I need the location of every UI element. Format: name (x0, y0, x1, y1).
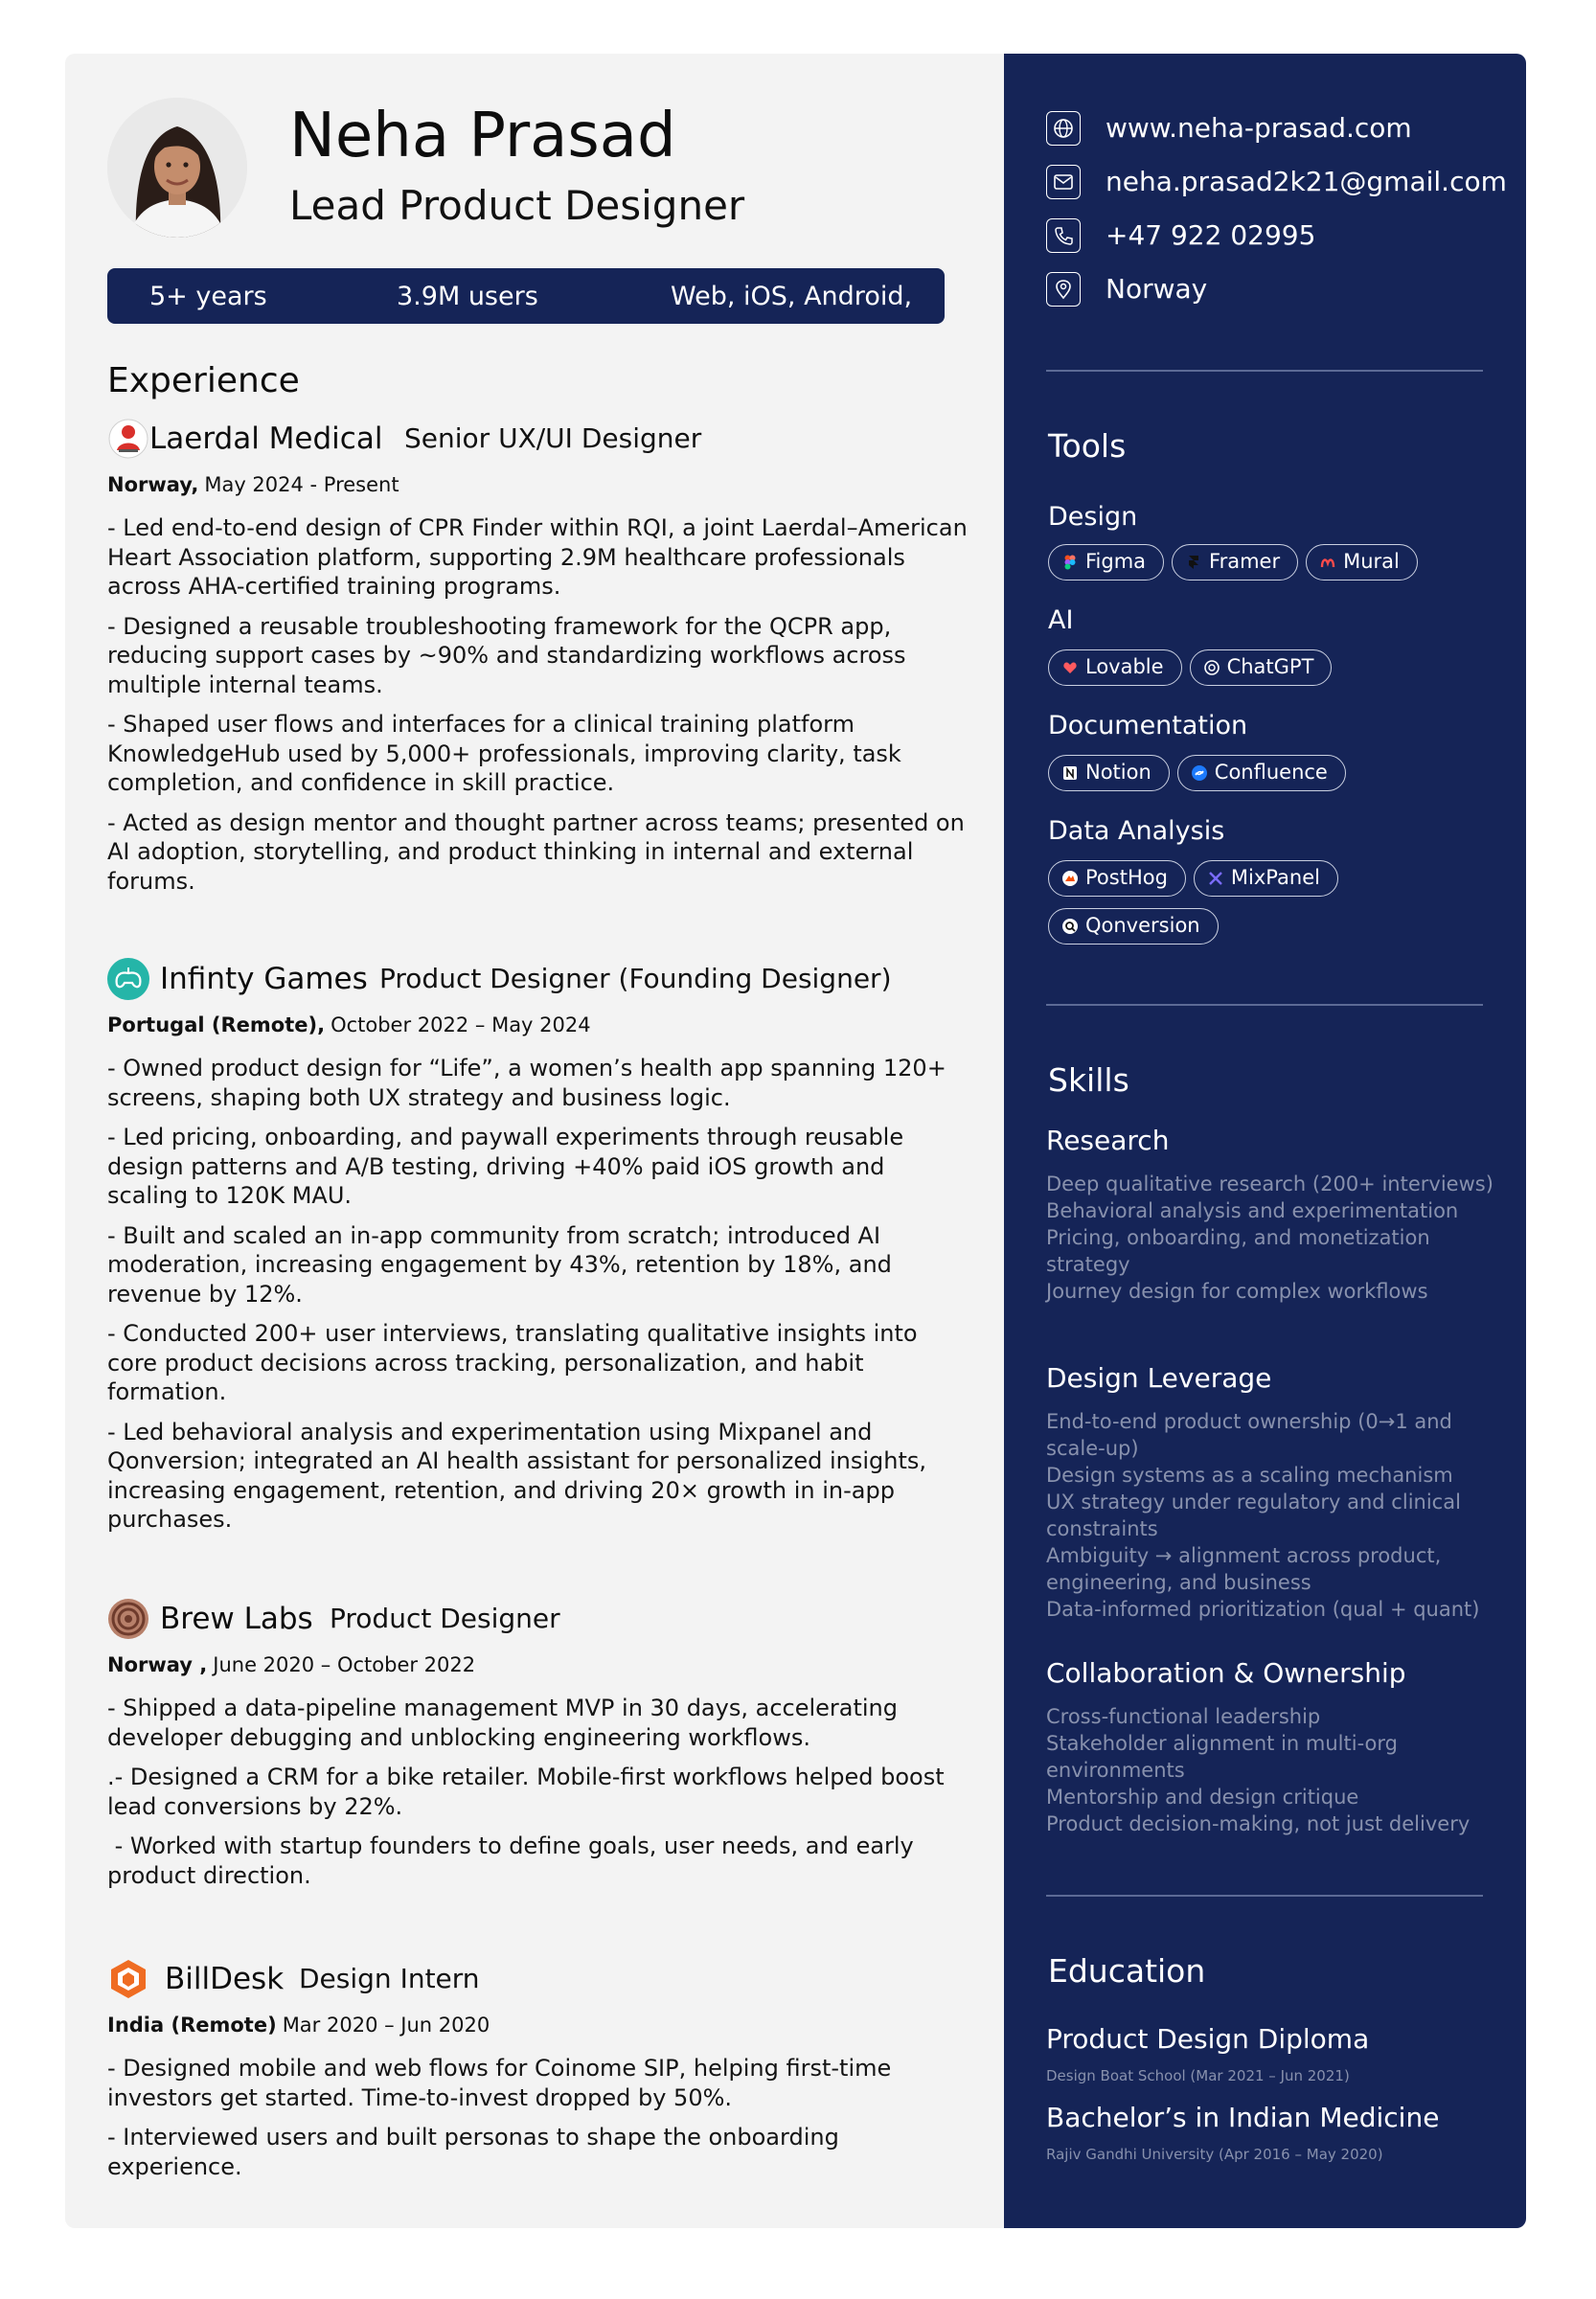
gamepad-logo-icon (107, 958, 149, 1000)
bullet-item: - Interviewed users and built personas to shape the onboarding experience. (107, 2124, 839, 2180)
mural-icon (1320, 547, 1335, 562)
chip-lovable: Lovable (1048, 649, 1182, 686)
bullet-item: - Worked with startup founders to define goals, user needs, and early product direction. (107, 1832, 922, 1889)
posthog-icon (1062, 863, 1078, 878)
skill-item: Deep qualitative research (200+ interviews) (1046, 1172, 1493, 1195)
skills-research-list (1046, 1171, 1496, 1305)
job-dates: Mar 2020 – Jun 2020 (282, 2014, 490, 2037)
chip-qonversion: Qonversion (1048, 908, 1219, 945)
tools-design-chips (1048, 544, 1498, 592)
bullet-item: - Conducted 200+ user interviews, translating qualitative insights into core product decisions across tracking, personalization, and habit formation. (107, 1320, 918, 1405)
chip-posthog: PostHog (1048, 860, 1186, 897)
job-dates: May 2024 - Present (204, 473, 399, 496)
resume-page (65, 54, 1526, 2228)
job-infinty-games (107, 954, 969, 1545)
education-heading: Education (1048, 1952, 1206, 1990)
skills-heading: Skills (1048, 1061, 1129, 1099)
chip-mural: Mural (1306, 544, 1418, 580)
stat-experience: 5+ years (149, 282, 267, 311)
billdesk-logo-icon (107, 1958, 149, 2000)
person-name: Neha Prasad (289, 101, 676, 171)
mail-icon (1046, 165, 1081, 199)
skill-item: Behavioral analysis and experimentation (1046, 1199, 1459, 1222)
skill-item: End-to-end product ownership (0→1 and scale-up) (1046, 1410, 1452, 1460)
bullet-item: - Designed a reusable troubleshooting framework for the QCPR app, reducing support cases by ~90% and standardizing workflows across multiple internal teams. (107, 612, 906, 698)
bullet-item: - Owned product design for “Life”, a women’s health app spanning 120+ screens, shaping both UX strategy and business logic. (107, 1055, 946, 1111)
spiral-logo-icon (107, 1598, 149, 1640)
mixpanel-icon (1208, 863, 1223, 878)
skill-item: Data-informed prioritization (qual + quant) (1046, 1598, 1480, 1621)
skill-item: Pricing, onboarding, and monetization strategy (1046, 1226, 1430, 1276)
job-location: India (Remote) (107, 2014, 277, 2037)
laerdal-logo-icon (107, 418, 149, 460)
bullet-item: - Acted as design mentor and thought partner across teams; presented on AI adoption, storytelling, and product thinking in internal and external forums. (107, 808, 965, 895)
chatgpt-icon (1204, 652, 1220, 668)
notion-icon (1062, 758, 1078, 773)
chip-framer: Framer (1172, 544, 1298, 580)
job-dates: June 2020 – October 2022 (213, 1653, 476, 1676)
stats-bar (107, 268, 945, 324)
job-location: Norway, (107, 473, 199, 496)
tools-group-design: Design (1048, 502, 1138, 532)
job-location: Portugal (Remote), (107, 1013, 326, 1036)
avatar (107, 98, 247, 238)
company-name: BillDesk (165, 1962, 285, 1996)
skill-item: UX strategy under regulatory and clinical constraints (1046, 1491, 1461, 1540)
tools-group-documentation: Documentation (1048, 711, 1248, 740)
bullet-item: - Designed mobile and web flows for Coinome SIP, helping first-time investors get started. Time-to-invest dropped by 50%. (107, 2055, 892, 2111)
job-dates: October 2022 – May 2024 (331, 1013, 591, 1036)
skills-group-design-leverage: Design Leverage (1046, 1362, 1272, 1394)
company-name: Brew Labs (160, 1602, 313, 1636)
job-bullets (107, 1694, 969, 1890)
job-bullets (107, 2054, 969, 2181)
figma-icon (1062, 547, 1078, 562)
chip-notion: Notion (1048, 755, 1170, 791)
skill-item: Mentorship and design critique (1046, 1786, 1359, 1809)
job-bullets (107, 513, 969, 896)
stat-users: 3.9M users (397, 282, 538, 311)
job-role: Product Designer (330, 1603, 560, 1634)
bullet-item: - Led behavioral analysis and experimentation using Mixpanel and Qonversion; integrated an AI health assistant for personalized insights, increasing engagement, retention, and driving 20× growth in in-app purchases. (107, 1418, 927, 1533)
bullet-item: - Led end-to-end design of CPR Finder within RQI, a joint Laerdal–American Heart Association platform, supporting 2.9M healthcare professionals across AHA-certified training programs. (107, 514, 968, 600)
company-name: Laerdal Medical (149, 421, 383, 456)
divider (1046, 1004, 1483, 1006)
tools-ai-chips (1048, 649, 1498, 697)
tools-group-ai: AI (1048, 605, 1074, 635)
divider (1046, 370, 1483, 372)
experience-heading: Experience (107, 361, 300, 400)
skill-item: Stakeholder alignment in multi-org environments (1046, 1732, 1398, 1782)
stat-platforms: Web, iOS, Android, (671, 282, 913, 311)
main-column (65, 54, 1004, 2228)
job-role: Senior UX/UI Designer (404, 422, 702, 454)
framer-icon (1186, 547, 1201, 562)
tools-documentation-chips (1048, 755, 1498, 803)
chip-mixpanel: MixPanel (1194, 860, 1338, 897)
bullet-item: - Shaped user flows and interfaces for a clinical training platform KnowledgeHub used by 5,000+ professionals, improving clarity, task completion, and confidence in skill practice. (107, 711, 901, 796)
tools-group-data-analysis: Data Analysis (1048, 816, 1225, 846)
job-laerdal (107, 414, 969, 906)
bullet-item: - Built and scaled an in-app community from scratch; introduced AI moderation, increasing engagement by 43%, retention by 18%, and revenue by 12%. (107, 1221, 892, 1308)
location-pin-icon (1046, 272, 1081, 307)
education-degree: Product Design Diploma (1046, 2023, 1370, 2055)
job-bullets (107, 1054, 969, 1535)
globe-icon (1046, 111, 1081, 146)
skill-item: Cross-functional leadership (1046, 1705, 1321, 1728)
education-degree: Bachelor’s in Indian Medicine (1046, 2102, 1440, 2133)
skill-item: Journey design for complex workflows (1046, 1280, 1428, 1303)
bullet-item: .- Designed a CRM for a bike retailer. Mobile-first workflows helped boost lead conversions by 22%. (107, 1764, 945, 1820)
job-location: Norway , (107, 1653, 208, 1676)
skill-item: Ambiguity → alignment across product, engineering, and business (1046, 1544, 1442, 1594)
lovable-icon (1062, 652, 1078, 668)
education-school: Rajiv Gandhi University (Apr 2016 – May 2020) (1046, 2146, 1383, 2163)
profile-photo-icon (107, 98, 247, 238)
company-name: Infinty Games (160, 962, 368, 996)
phone-text[interactable]: +47 922 02995 (1106, 219, 1316, 251)
job-role: Design Intern (299, 1963, 480, 1994)
divider (1046, 1895, 1483, 1897)
confluence-icon (1192, 758, 1207, 773)
skills-design-leverage-list (1046, 1408, 1496, 1623)
skills-collaboration-list (1046, 1703, 1496, 1837)
job-meta (107, 1010, 969, 1040)
chip-confluence: Confluence (1177, 755, 1346, 791)
bullet-item: - Shipped a data-pipeline management MVP in 30 days, accelerating developer debugging and unblocking engineering workflows. (107, 1695, 898, 1751)
chip-figma: Figma (1048, 544, 1164, 580)
tools-heading: Tools (1048, 427, 1127, 465)
job-meta (107, 2010, 969, 2040)
phone-icon (1046, 218, 1081, 253)
skills-group-research: Research (1046, 1125, 1170, 1156)
skill-item: Design systems as a scaling mechanism (1046, 1464, 1453, 1487)
qonversion-icon (1062, 911, 1078, 926)
chip-chatgpt: ChatGPT (1190, 649, 1333, 686)
email-text[interactable]: neha.prasad2k21@gmail.com (1106, 166, 1507, 197)
education-school: Design Boat School (Mar 2021 – Jun 2021) (1046, 2067, 1350, 2084)
job-brew-labs (107, 1594, 969, 1901)
job-title: Lead Product Designer (289, 182, 745, 229)
tools-data-analysis-chips (1048, 860, 1498, 956)
job-role: Product Designer (Founding Designer) (379, 963, 892, 994)
job-meta (107, 469, 969, 500)
job-meta (107, 1650, 969, 1680)
sidebar (1004, 54, 1526, 2228)
bullet-item: - Led pricing, onboarding, and paywall experiments through reusable design patterns and A/B testing, driving +40% paid iOS growth and scaling to 120K MAU. (107, 1124, 904, 1209)
skills-group-collaboration: Collaboration & Ownership (1046, 1657, 1406, 1689)
job-billdesk (107, 1954, 969, 2192)
skill-item: Product decision-making, not just delivery (1046, 1812, 1471, 1835)
location-text: Norway (1106, 273, 1208, 305)
website-text[interactable]: www.neha-prasad.com (1106, 112, 1412, 144)
